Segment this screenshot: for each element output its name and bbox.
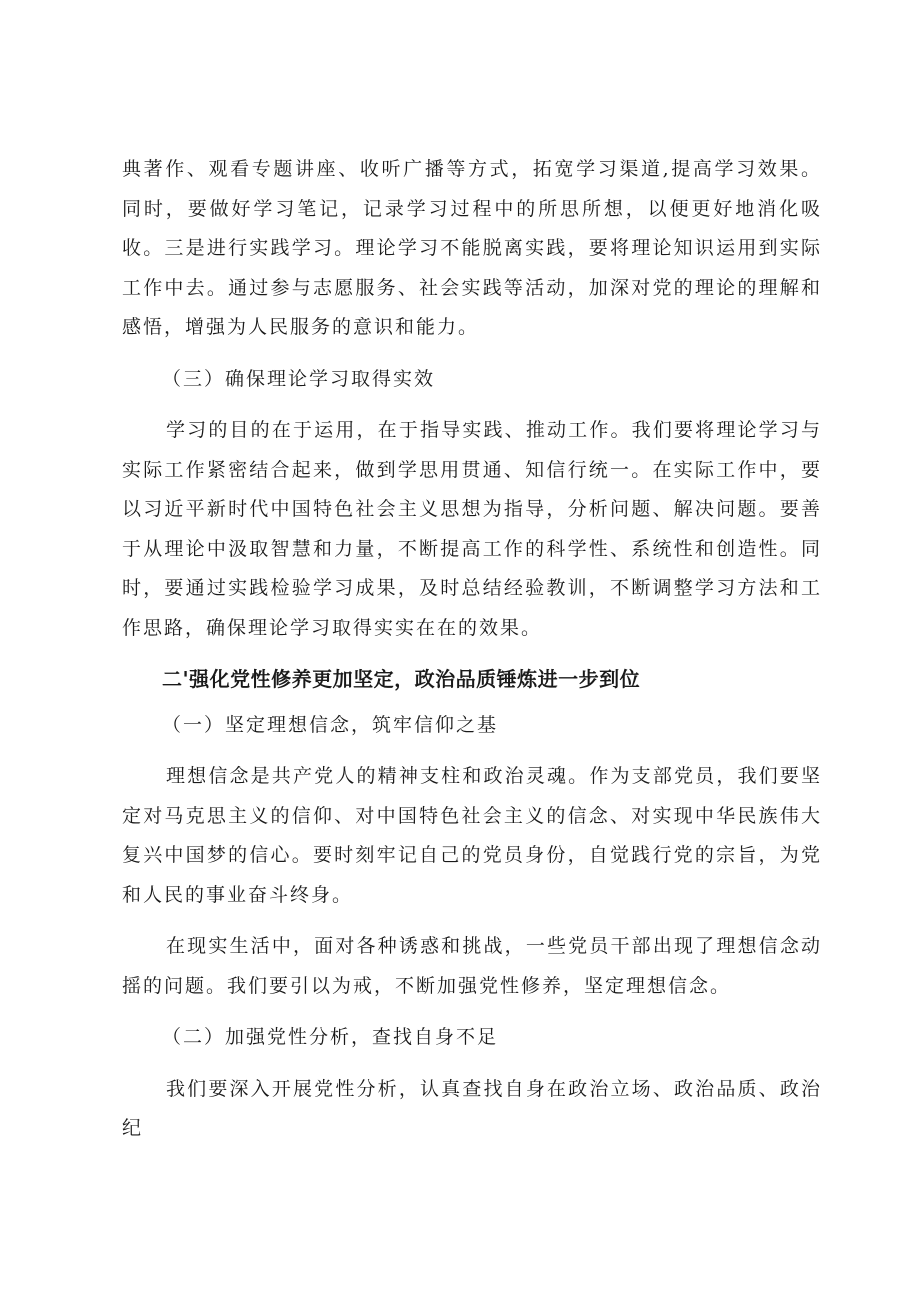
section-title-party-spirit: 二'强化党性修养更加坚定，政治品质锤炼进一步到位 [162,667,641,691]
subheading-firm-ideals: （一）坚定理想信念，筑牢信仰之基 [162,713,499,736]
subheading-party-analysis: （二）加强党性分析，查找自身不足 [162,1026,499,1048]
subheading-ensure-results: （三）确保理论学习取得实效 [162,367,436,390]
paragraph-study-purpose: 学习的目的在于运用，在于指导实践、推动工作。我们要将理论学习与实际工作紧密结合起来，做到学思用贯通、知信行统一。在实际工作中，要以习近平新时代中国特色社会主义思想为指导，分析问题、解决问题。要善于从理论中汲取智慧和力量，不断提高工作的科学性、系统性和创造性。同时，要通过实践检验学习成果，及时总结经验教训，不断调整学习方法和工作思路，确保理论学习取得实实在在的效果。 [122,419,822,639]
paragraph-self-examination: 我们要深入开展党性分析，认真查找自身在政治立场、政治品质、政治纪 [122,1077,822,1139]
document-body [122,150,822,1161]
paragraph-temptations: 在现实生活中，面对各种诱惑和挑战，一些党员干部出现了理想信念动摇的问题。我们要引以为戒，不断加强党性修养，坚定理想信念。 [122,935,822,997]
paragraph-study-methods: 典著作、观看专题讲座、收听广播等方式，拓宽学习渠道,提高学习效果。同时，要做好学习笔记，记录学习过程中的所思所想，以便更好地消化吸收。三是进行实践学习。理论学习不能脱离实践，要将理论知识运用到实际工作中去。通过参与志愿服务、社会实践等活动，加深对党的理论的理解和感悟，增强为人民服务的意识和能力。 [122,158,822,338]
paragraph-ideals-belief: 理想信念是共产党人的精神支柱和政治灵魂。作为支部党员，我们要坚定对马克思主义的信仰、对中国特色社会主义的信念、对实现中华民族伟大复兴中国梦的信心。要时刻牢记自己的党员身份，自觉践行党的宗旨，为党和人民的事业奋斗终身。 [122,765,822,906]
